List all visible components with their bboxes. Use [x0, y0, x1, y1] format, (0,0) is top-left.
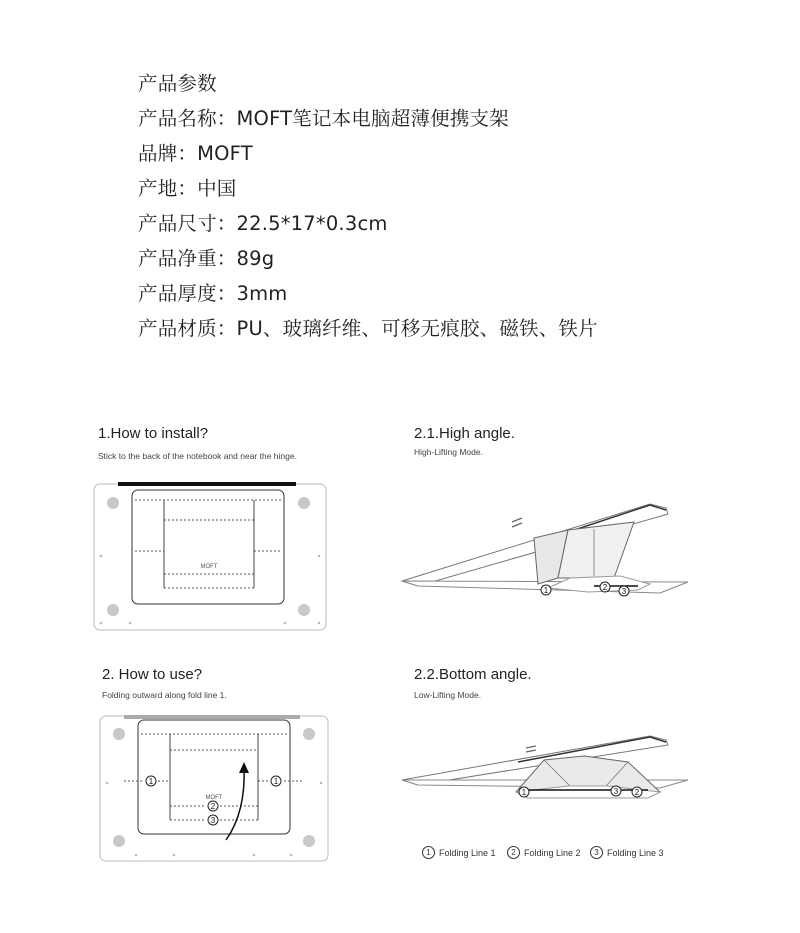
use-diagram	[94, 708, 334, 864]
use-marker-1-right: 1	[273, 777, 279, 786]
use-marker-3: 3	[210, 816, 216, 825]
legend-item-3	[590, 846, 664, 859]
spec-product-name: 产品名称：MOFT笔记本电脑超薄便携支架	[138, 107, 509, 130]
use-marker-1-left: 1	[148, 777, 154, 786]
lo-marker-3: 3	[613, 787, 619, 796]
bottom-angle-title: 2.2.Bottom angle.	[414, 666, 532, 683]
legend-marker-3: 3	[590, 846, 603, 859]
spec-weight: 产品净重：89g	[138, 247, 275, 270]
legend-label-2: Folding Line 2	[524, 847, 581, 858]
high-angle-title: 2.1.High angle.	[414, 425, 515, 442]
use-subtitle: Folding outward along fold line 1.	[102, 690, 227, 700]
high-angle-diagram	[398, 494, 694, 606]
install-subtitle: Stick to the back of the notebook and near the hinge.	[98, 451, 297, 461]
spec-material: 产品材质：PU、玻璃纤维、可移无痕胶、磁铁、铁片	[138, 317, 598, 340]
legend-item-1	[422, 846, 496, 859]
hi-marker-1: 1	[543, 586, 549, 595]
hi-marker-2: 2	[602, 583, 608, 592]
hi-marker-3: 3	[621, 587, 627, 596]
install-title: 1.How to install?	[98, 425, 209, 442]
legend-marker-1: 1	[422, 846, 435, 859]
legend-label-3: Folding Line 3	[607, 847, 664, 858]
spec-brand: 品牌：MOFT	[138, 142, 253, 165]
install-moft-logo: MOFT	[200, 564, 218, 570]
use-moft-logo: MOFT	[205, 795, 223, 801]
bottom-angle-subtitle: Low-Lifting Mode.	[414, 690, 482, 700]
spec-origin: 产地：中国	[138, 177, 237, 200]
bottom-angle-diagram	[398, 730, 694, 804]
legend-marker-2: 2	[507, 846, 520, 859]
spec-thickness: 产品厚度：3mm	[138, 282, 288, 305]
legend-item-2	[507, 846, 581, 859]
lo-marker-2: 2	[634, 788, 640, 797]
high-angle-subtitle: High-Lifting Mode.	[414, 447, 483, 457]
spec-size: 产品尺寸：22.5*17*0.3cm	[138, 212, 388, 235]
specs-heading: 产品参数	[138, 72, 217, 95]
install-diagram	[90, 478, 330, 634]
use-title: 2. How to use?	[102, 666, 203, 683]
product-specs	[138, 66, 598, 346]
legend-label-1: Folding Line 1	[439, 847, 496, 858]
lo-marker-1: 1	[521, 788, 527, 797]
use-marker-2: 2	[210, 802, 216, 811]
